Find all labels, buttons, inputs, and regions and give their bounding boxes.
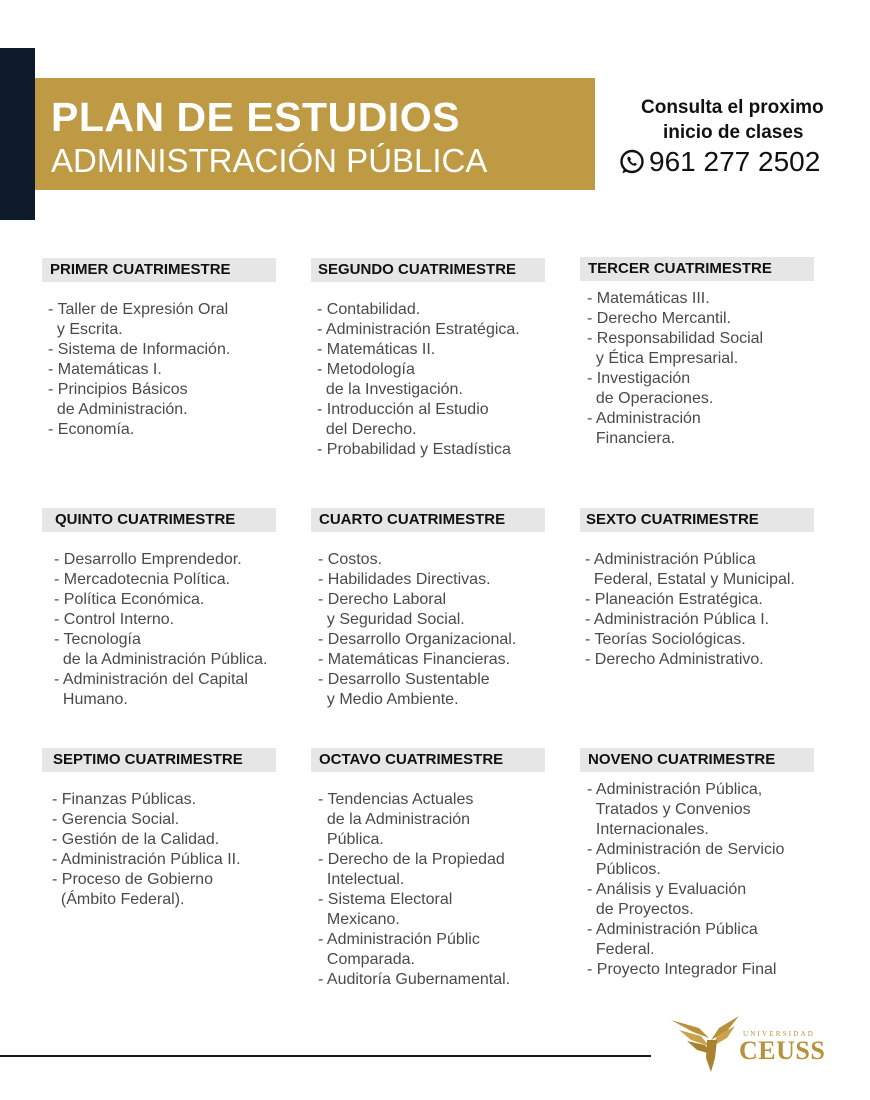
- course-item: Tratados y Convenios: [587, 801, 751, 818]
- course-item: - Análisis y Evaluación: [587, 881, 747, 898]
- course-item: de Operaciones.: [587, 390, 714, 407]
- course-item: - Desarrollo Emprendedor.: [54, 551, 242, 568]
- course-item: Humano.: [54, 691, 128, 708]
- course-item: Financiera.: [587, 430, 676, 447]
- course-item: - Gerencia Social.: [52, 811, 180, 828]
- course-item: - Planeación Estratégica.: [585, 591, 763, 608]
- course-item: - Derecho de la Propiedad: [318, 851, 505, 868]
- course-item: - Tecnología: [54, 631, 141, 648]
- course-item: - Costos.: [318, 551, 383, 568]
- term-list-6: [585, 550, 795, 670]
- term-header-1: PRIMER CUATRIMESTRE: [42, 258, 276, 282]
- course-item: Internacionales.: [587, 821, 709, 838]
- course-item: - Mercadotecnia Política.: [54, 571, 231, 588]
- course-item: - Principios Básicos: [48, 381, 188, 398]
- course-item: - Responsabilidad Social: [587, 330, 764, 347]
- logo-name: CEUSS: [739, 1036, 826, 1065]
- term-list-1: [48, 300, 230, 440]
- phone-number: 961 277 2502: [649, 146, 821, 177]
- course-item: - Sistema de Información.: [48, 341, 231, 358]
- term-header-5: CUARTO CUATRIMESTRE: [311, 508, 545, 532]
- course-item: - Introducción al Estudio: [317, 401, 489, 418]
- course-item: Federal, Estatal y Municipal.: [585, 571, 795, 588]
- logo-subtitle: UNIVERSIDAD: [743, 1030, 816, 1038]
- contact-text-line1: Consulta el proximo: [641, 97, 824, 118]
- whatsapp-icon: [619, 149, 645, 175]
- term-header-3: TERCER CUATRIMESTRE: [580, 257, 814, 281]
- course-item: - Desarrollo Sustentable: [318, 671, 490, 688]
- course-item: de la Investigación.: [317, 381, 463, 398]
- course-item: del Derecho.: [317, 421, 417, 438]
- page-subtitle: ADMINISTRACIÓN PÚBLICA: [51, 142, 488, 179]
- course-item: - Auditoría Gubernamental.: [318, 971, 511, 988]
- course-item: - Administración: [587, 410, 701, 427]
- term-header-9: NOVENO CUATRIMESTRE: [580, 748, 814, 772]
- course-item: - Matemáticas III.: [587, 290, 710, 307]
- course-item: - Sistema Electoral: [318, 891, 453, 908]
- course-item: - Administración Pública: [587, 921, 758, 938]
- course-item: - Economía.: [48, 421, 135, 438]
- course-item: - Teorías Sociológicas.: [585, 631, 746, 648]
- bottom-divider: [0, 1055, 651, 1057]
- course-item: - Administración Públic: [318, 931, 480, 948]
- course-item: de Proyectos.: [587, 901, 694, 918]
- course-item: de la Administración Pública.: [54, 651, 268, 668]
- phone-contact[interactable]: [619, 146, 820, 178]
- course-item: - Política Económica.: [54, 591, 205, 608]
- course-item: - Taller de Expresión Oral: [48, 301, 229, 318]
- course-item: - Finanzas Públicas.: [52, 791, 197, 808]
- course-item: y Ética Empresarial.: [587, 350, 739, 367]
- term-list-7: [52, 790, 241, 910]
- course-item: - Administración Estratégica.: [317, 321, 520, 338]
- course-item: - Investigación: [587, 370, 691, 387]
- course-item: - Metodología: [317, 361, 415, 378]
- course-item: - Control Interno.: [54, 611, 175, 628]
- course-item: y Escrita.: [48, 321, 123, 338]
- course-item: - Administración Pública I.: [585, 611, 770, 628]
- course-item: - Contabilidad.: [317, 301, 421, 318]
- term-header-4: QUINTO CUATRIMESTRE: [42, 508, 276, 532]
- course-item: - Habilidades Directivas.: [318, 571, 491, 588]
- course-item: - Proceso de Gobierno: [52, 871, 213, 888]
- course-item: - Derecho Mercantil.: [587, 310, 732, 327]
- course-item: - Administración Pública,: [587, 781, 763, 798]
- course-item: de la Administración: [318, 811, 471, 828]
- course-item: - Probabilidad y Estadística: [317, 441, 511, 458]
- term-list-3: [587, 289, 763, 449]
- course-item: - Matemáticas II.: [317, 341, 436, 358]
- term-list-9: [587, 780, 784, 980]
- course-item: - Derecho Administrativo.: [585, 651, 764, 668]
- course-item: (Ámbito Federal).: [52, 891, 185, 908]
- course-item: - Gestión de la Calidad.: [52, 831, 220, 848]
- course-item: - Administración Pública: [585, 551, 756, 568]
- course-item: Mexicano.: [318, 911, 400, 928]
- course-item: - Matemáticas Financieras.: [318, 651, 511, 668]
- term-list-2: [317, 300, 520, 460]
- course-item: Comparada.: [318, 951, 415, 968]
- course-item: - Administración de Servicio: [587, 841, 785, 858]
- course-item: de Administración.: [48, 401, 188, 418]
- course-item: - Proyecto Integrador Final: [587, 961, 777, 978]
- course-item: - Matemáticas I.: [48, 361, 162, 378]
- course-item: Federal.: [587, 941, 655, 958]
- course-item: - Desarrollo Organizacional.: [318, 631, 517, 648]
- page-title: PLAN DE ESTUDIOS: [51, 94, 460, 140]
- contact-text-line2: inicio de clases: [663, 122, 804, 143]
- term-list-4: [54, 550, 267, 710]
- course-item: - Administración Pública II.: [52, 851, 241, 868]
- term-header-6: SEXTO CUATRIMESTRE: [580, 508, 814, 532]
- term-header-7: SEPTIMO CUATRIMESTRE: [42, 748, 276, 772]
- course-item: - Tendencias Actuales: [318, 791, 474, 808]
- term-header-8: OCTAVO CUATRIMESTRE: [311, 748, 545, 772]
- term-header-2: SEGUNDO CUATRIMESTRE: [311, 258, 545, 282]
- course-item: Intelectual.: [318, 871, 405, 888]
- course-item: - Administración del Capital: [54, 671, 248, 688]
- course-item: y Seguridad Social.: [318, 611, 465, 628]
- navy-accent-bar: [0, 48, 35, 220]
- course-item: Públicos.: [587, 861, 661, 878]
- term-list-5: [318, 550, 516, 710]
- course-item: Pública.: [318, 831, 384, 848]
- term-list-8: [318, 790, 510, 990]
- course-item: - Derecho Laboral: [318, 591, 447, 608]
- course-item: y Medio Ambiente.: [318, 691, 459, 708]
